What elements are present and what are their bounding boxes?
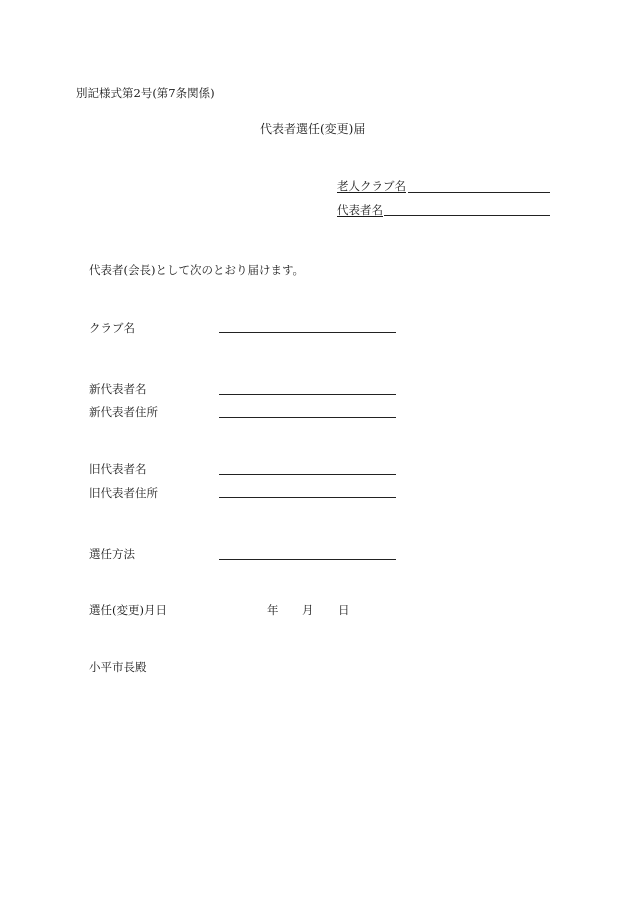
header-representative-line[interactable] [384,215,550,216]
date-day-label: 日 [338,603,350,617]
new-rep-name-label: 新代表者名 [89,382,147,396]
date-year-label: 年 [267,603,279,617]
form-reference: 別記様式第2号(第7条関係) [76,86,215,100]
new-rep-address-line[interactable] [219,417,396,418]
header-club-name-line[interactable] [408,192,550,193]
club-name-line[interactable] [219,332,396,333]
new-rep-name-line[interactable] [219,394,396,395]
old-rep-name-line[interactable] [219,474,396,475]
header-club-name-label: 老人クラブ名 [337,179,406,193]
old-rep-name-label: 旧代表者名 [89,462,147,476]
date-month-label: 月 [302,603,314,617]
addressee-text: 小平市長殿 [89,660,147,674]
new-rep-address-label: 新代表者住所 [89,405,158,419]
old-rep-address-line[interactable] [219,497,396,498]
selection-date-label: 選任(変更)月日 [89,603,167,617]
header-representative-label: 代表者名 [337,203,383,217]
club-name-label: クラブ名 [89,321,135,335]
statement-text: 代表者(会長)として次のとおり届けます。 [89,263,305,277]
old-rep-address-label: 旧代表者住所 [89,486,158,500]
form-title: 代表者選任(変更)届 [260,122,366,136]
selection-method-label: 選任方法 [89,547,135,561]
selection-method-line[interactable] [219,559,396,560]
